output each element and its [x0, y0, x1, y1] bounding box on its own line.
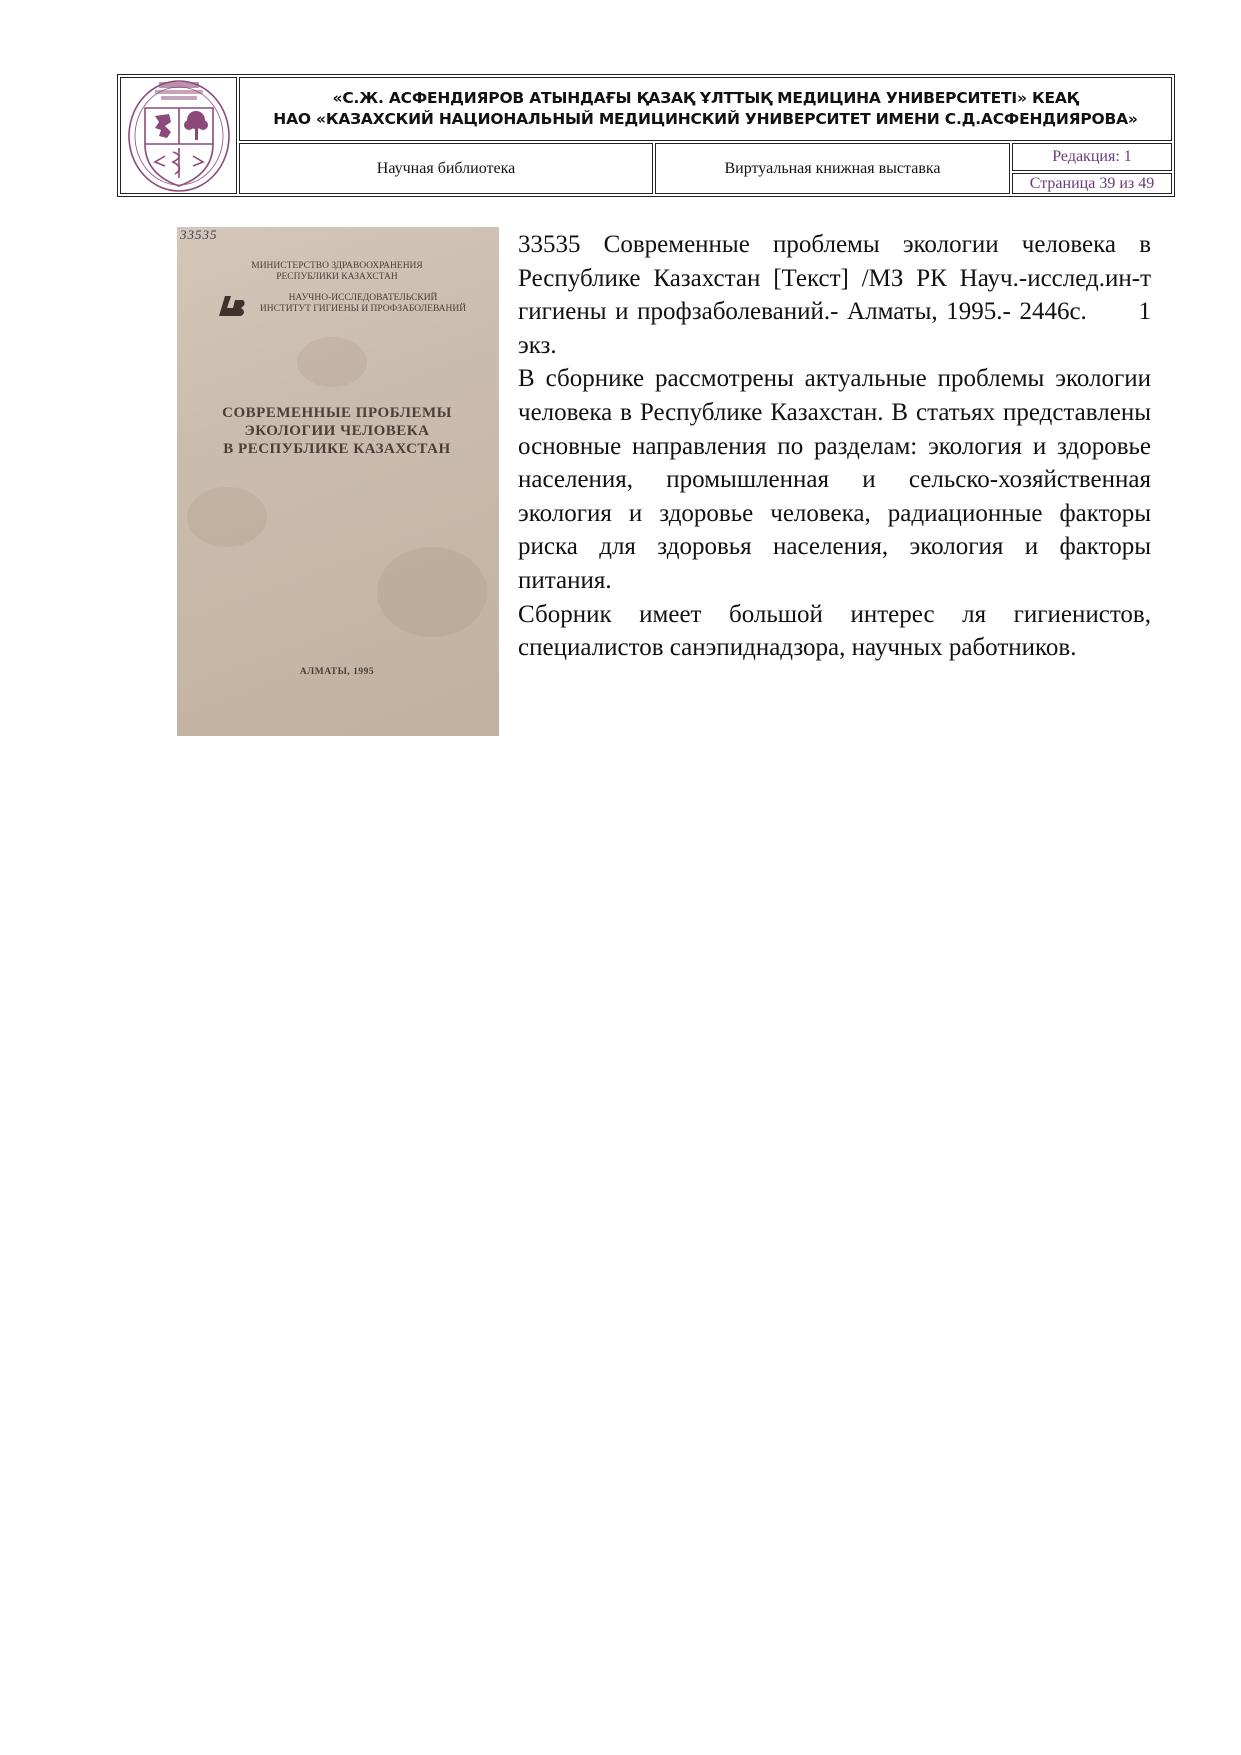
book-annotation: В сборнике рассмотрены актуальные проблемы экологии человека в Республике Казахстан. В статьях представлены основные направления по разделам: экология и здоровье населения, промышленная и сельско-хозяйственная экология и здоровье человека, радиационные факторы риска для здоровья населения, экология и факторы питания. — [518, 365, 1151, 594]
book-audience: Сборник имеет большой интерес ля гигиенистов, специалистов санэпиднадзора, научных работников. — [518, 600, 1151, 662]
cover-city-year: АЛМАТЫ, 1995 — [299, 667, 375, 677]
book-cover-image — [177, 227, 499, 736]
book-citation: 33535 Современные проблемы экологии человека в Республике Казахстан [Текст] /МЗ РК Науч.-исслед.ин-т гигиены и профзаболеваний.- Алматы, 1995.- 2446с. 1 экз. — [518, 231, 1158, 359]
revision-label: Редакция: 1 — [1012, 143, 1172, 171]
exhibition-label: Виртуальная книжная выставка — [655, 143, 1010, 194]
department-label: Научная библиотека — [239, 143, 653, 194]
title-kazakh: «С.Ж. АСФЕНДИЯРОВ АТЫНДАҒЫ ҚАЗАҚ ҰЛТТЫҚ МЕДИЦИНА УНИВЕРСИТЕТІ» КЕАҚ — [332, 89, 1079, 107]
institute-logo-icon — [217, 292, 247, 318]
cover-ministry: МИНИСТЕРСТВО ЗДРАВООХРАНЕНИЯ РЕСПУБЛИКИ КАЗАХСТАН — [251, 261, 423, 282]
university-crest-icon — [125, 78, 233, 194]
university-title — [239, 77, 1172, 141]
book-description — [518, 228, 1158, 665]
cover-title: СОВРЕМЕННЫЕ ПРОБЛЕМЫ ЭКОЛОГИИ ЧЕЛОВЕКА В РЕСПУБЛИКЕ КАЗАХСТАН — [222, 405, 452, 457]
page-number: Страница 39 из 49 — [1012, 173, 1172, 194]
title-russian: НАО «КАЗАХСКИЙ НАЦИОНАЛЬНЫЙ МЕДИЦИНСКИЙ УНИВЕРСИТЕТ ИМЕНИ С.Д.АСФЕНДИЯРОВА» — [273, 110, 1138, 128]
cover-inventory-mark: 33535 — [180, 227, 218, 242]
document-header — [117, 74, 1175, 197]
cover-institute: НАУЧНО-ИССЛЕДОВАТЕЛЬСКИЙ ИНСТИТУТ ГИГИЕНЫ И ПРОФЗАБОЛЕВАНИЙ — [259, 293, 467, 314]
university-logo-cell — [120, 77, 237, 194]
